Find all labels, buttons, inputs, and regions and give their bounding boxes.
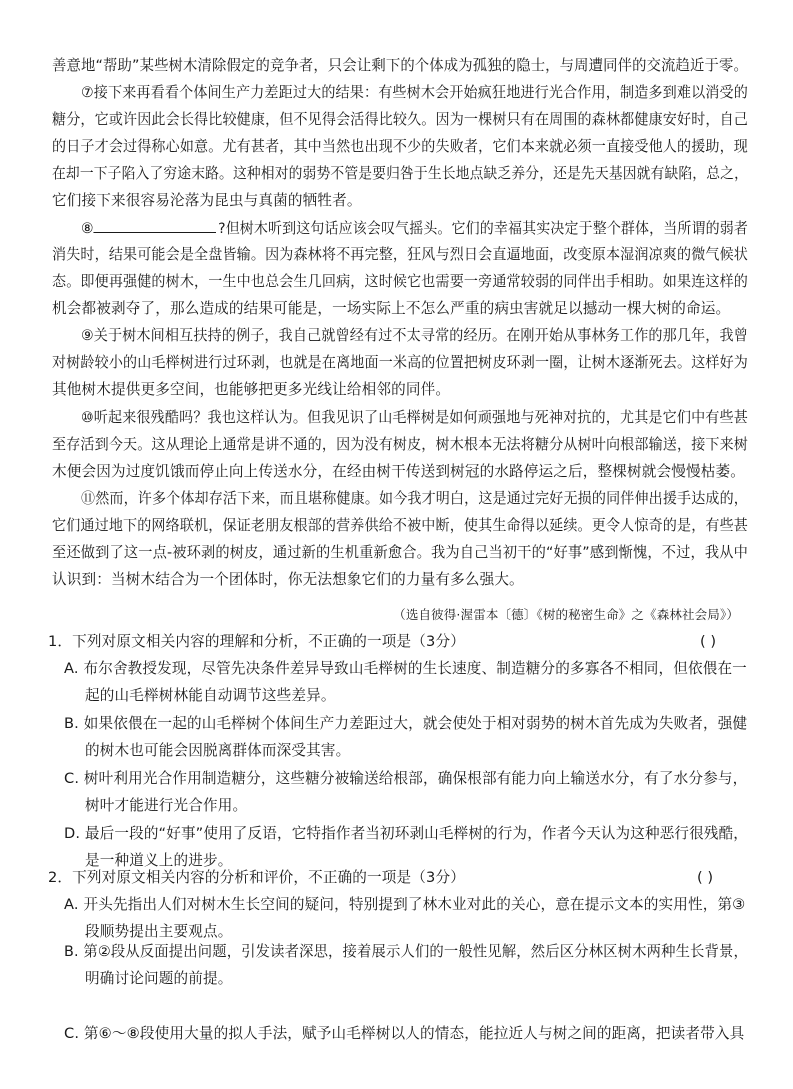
option-b-line: B. 第②段从反面提出问题，引发读者深思，接着展示人们的一般性见解，然后区分林区树木两种生长背景， [64, 943, 748, 960]
passage-line: 它们接下来很容易沦落为昆虫与真菌的牺牲者。 [52, 192, 362, 209]
passage-line: 其他树木提供更多空间，也能够把更多光线让给相邻的同伴。 [52, 381, 451, 398]
option-a-line: A. 布尔舍教授发现，尽管先决条件差异导致山毛榉树的生长速度、制造糖分的多寡各不相同，但依偎在一 [64, 660, 747, 677]
passage-line: 至还做到了这一点-被环剥的树皮，通过新的生机重新愈合。我为自己当初干的“好事”感到惭愧，不过，我从中 [52, 544, 748, 561]
passage-line: 机会都被剥夺了，那么造成的结果可能是，一场实际上不怎么严重的病虫害就足以撼动一棵大树的命运。 [52, 300, 731, 317]
passage-line: 态。即便再强健的树木，一生中也总会生几回病，这时候它也需要一旁通常较弱的同伴出手相助。如果连这样的 [52, 273, 749, 290]
passage-line: 消失时，结果可能会是全盘皆输。因为森林将不再完整，狂风与烈日会直逼地面，改变原本湿润凉爽的微气候状 [52, 246, 749, 263]
option-c-line: 树叶才能进行光合作用。 [85, 797, 248, 814]
option-d-line: D. 最后一段的“好事”使用了反语，它特指作者当初环剥山毛榉树的行为，作者今天认为这种恶行很残酷， [64, 825, 749, 842]
paragraph-11-line: ⑪然而，许多个体却存活下来，而且堪称健康。如今我才明白，这是通过完好无损的同伴伸出援手达成的， [81, 490, 748, 507]
option-a-line: 起的山毛榉树林能自动调节这些差异。 [85, 687, 336, 704]
option-b-line: 明确讨论问题的前提。 [85, 970, 233, 987]
question-stem: 1．下列对原文相关内容的理解和分析，不正确的一项是（3分） [48, 633, 465, 650]
paragraph-10-line: ⑩听起来很残酷吗？我也这样认为。但我见识了山毛榉树是如何顽强地与死神对抗的，尤其是它们中有些甚 [81, 409, 748, 426]
option-a-line: 段顺势提出主要观点。 [85, 923, 233, 940]
paragraph-8-text: ?但树木听到这句话应该会叹气摇头。它们的幸福其实决定于整个群体，当所谓的弱者 [218, 220, 748, 237]
answer-bracket: ( ) [700, 633, 717, 650]
paragraph-7-line: ⑦接下来再看看个体间生产力差距过大的结果：有些树木会开始疯狂地进行光合作用，制造多到难以消受的 [81, 84, 748, 101]
option-c-line: C. 树叶利用光合作用制造糖分，这些糖分被输送给根部，确保根部有能力向上输送水分，有了水分参与， [64, 770, 748, 787]
option-b-line: 的树木也可能会因脱离群体而深受其害。 [85, 742, 351, 759]
passage-line: 糖分，它或许因此会长得比较健康，但不见得会活得比较久。因为一棵树只有在周围的森林都健康安好时，自己 [52, 111, 749, 128]
option-c-line: C. 第⑥～⑧段使用大量的拟人手法，赋予山毛榉树以人的情态，能拉近人与树之间的距离，把读者带入具 [64, 1025, 745, 1042]
passage-line: 认识到：当树木结合为一个团体时，你无法想象它们的力量有多么强大。 [52, 571, 524, 588]
question-stem: 2．下列对原文相关内容的分析和评价，不正确的一项是（3分） [48, 869, 465, 886]
paragraph-8-marker: ⑧ [81, 220, 94, 237]
option-d-line: 是一种道义上的进步。 [85, 852, 233, 869]
passage-line: 对树龄较小的山毛榉树进行过环剥，也就是在离地面一米高的位置把树皮环剥一圈，让树木逐渐死去。这样好为 [52, 354, 749, 371]
passage-line: 的日子才会过得称心如意。尤有甚者，其中当然也出现不少的失败者，它们本来就必须一直接受他人的援助，现 [52, 138, 749, 155]
option-a-line: A. 开头先指出人们对树木生长空间的疑问，特别提到了林木业对此的关心，意在提示文本的实用性，第③ [64, 896, 746, 913]
passage-line: 木便会因为过度饥饿而停止向上传送水分，在经由树干传送到树冠的水路停运之后，整棵树就会慢慢枯萎。 [52, 463, 745, 480]
fill-in-blank [94, 218, 217, 233]
paragraph-9-line: ⑨关于树木间相互扶持的例子，我自己就曾经有过不太寻常的经历。在刚开始从事林务工作的那几年，我曾 [81, 327, 748, 344]
passage-line: 它们通过地下的网络联机，保证老朋友根部的营养供给不被中断，使其生命得以延续。更令人惊奇的是，有些甚 [52, 517, 749, 534]
paragraph-8-line [81, 218, 748, 239]
passage-line: 善意地“帮助”某些树木清除假定的竞争者，只会让剩下的个体成为孤独的隐士，与周遭同伴的交流趋近于零。 [52, 57, 748, 74]
answer-bracket: ( ) [697, 869, 714, 886]
option-b-line: B. 如果依偎在一起的山毛榉树个体间生产力差距过大，就会使处于相对弱势的树木首先成为失败者，强健 [64, 715, 748, 732]
passage-line: 在却一下子陷入了穷途末路。这种相对的弱势不管是要归咎于生长地点缺乏养分，还是先天基因就有缺陷，总之， [52, 165, 748, 182]
passage-line: 至存活到今天。这从理论上通常是讲不通的，因为没有树皮，树木根本无法将糖分从树叶向根部输送，接下来树 [52, 436, 749, 453]
source-citation: （选自彼得·渥雷本〔德〕《树的秘密生命》之《森林社会局》） [393, 607, 739, 622]
